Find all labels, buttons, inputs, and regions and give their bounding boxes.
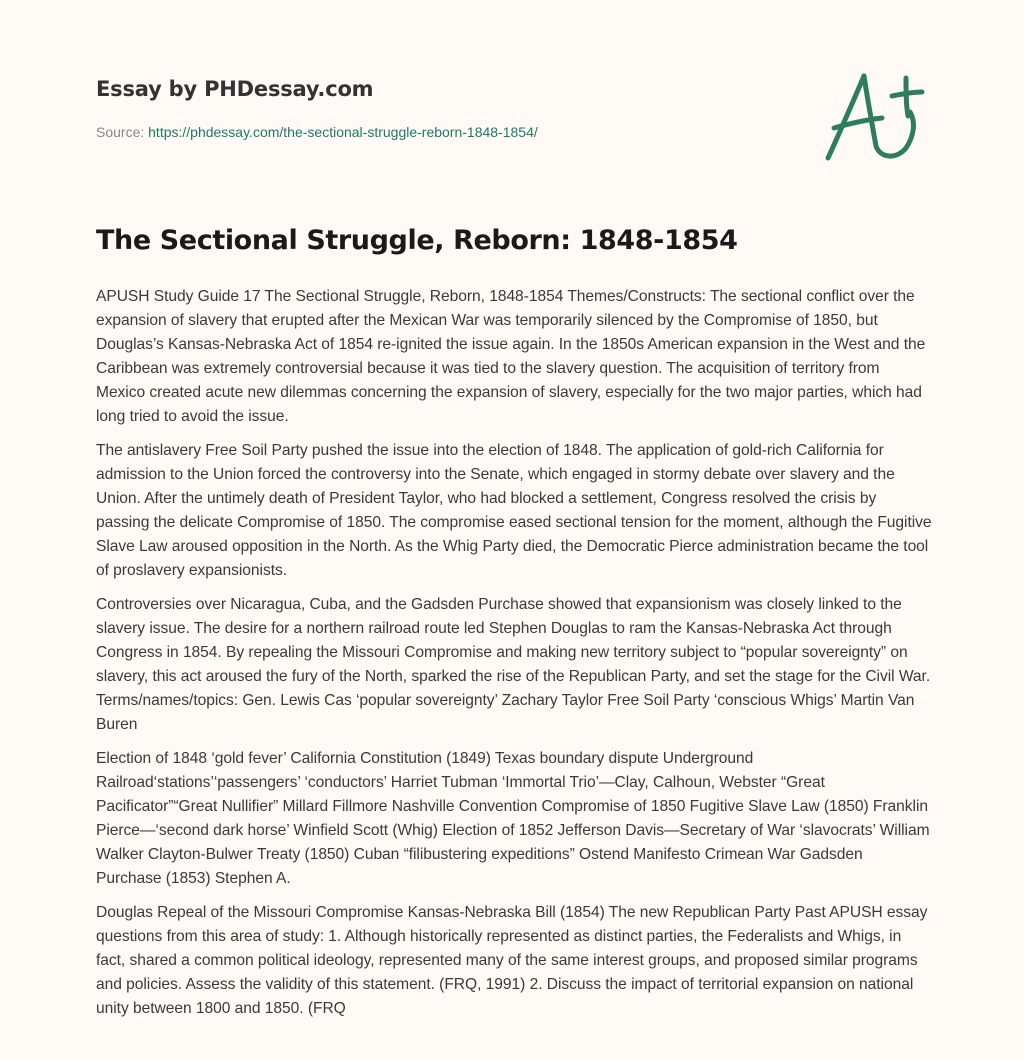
paragraph: Douglas Repeal of the Missouri Compromise Kansas-Nebraska Bill (1854) The new Republican Party Past APUSH essay questions from this area of study: 1. Although historically represented as distinct parties, the Federalists and Whigs, in fact, shared a common political ideology, represented many of the same interest groups, and proposed similar programs and policies. Assess the validity of this statement. (FRQ, 1991) 2. Discuss the impact of territorial expansion on national unity between 1800 and 1850. (FRQ: [96, 904, 928, 1017]
source-label: Source:: [96, 124, 145, 140]
a-plus-grade-icon: [818, 62, 936, 170]
source-line: [96, 124, 538, 140]
document-title: The Sectional Struggle, Reborn: 1848-1854: [96, 225, 738, 256]
paragraph: APUSH Study Guide 17 The Sectional Struggle, Reborn, 1848-1854 Themes/Constructs: The sectional conflict over the expansion of slavery that erupted after the Mexican War was temporarily silenced by the Compromise of 1850, but Douglas’s Kansas-Nebraska Act of 1854 re-ignited the issue again. In the 1850s American expansion in the West and the Caribbean was extremely controversial because it was tied to the slavery question. The acquisition of territory from Mexico created acute new dilemmas concerning the expansion of slavery, especially for the two major parties, which had long tried to avoid the issue.: [96, 288, 926, 425]
paragraph: The antislavery Free Soil Party pushed the issue into the election of 1848. The application of gold-rich California for admission to the Union forced the controversy into the Senate, which engaged in stormy debate over slavery and the Union. After the untimely death of President Taylor, who had blocked a settlement, Congress resolved the crisis by passing the delicate Compromise of 1850. The compromise eased sectional tension for the moment, although the Fugitive Slave Law aroused opposition in the North. As the Whig Party died, the Democratic Pierce administration became the tool of proslavery expansionists.: [96, 442, 932, 579]
document-body: [96, 285, 932, 1031]
paragraph: Controversies over Nicaragua, Cuba, and the Gadsden Purchase showed that expansionism was closely linked to the slavery issue. The desire for a northern railroad route led Stephen Douglas to ram the Kansas-Nebraska Act through Congress in 1854. By repealing the Missouri Compromise and making new territory subject to “popular sovereignty” on slavery, this act aroused the fury of the North, sparked the rise of the Republican Party, and set the stage for the Civil War. Terms/names/topics: Gen. Lewis Cas ‘popular sovereignty’ Zachary Taylor Free Soil Party ‘conscious Whigs’ Martin Van Buren: [96, 596, 931, 733]
site-title: Essay by PHDessay.com: [96, 77, 374, 101]
paragraph: Election of 1848 ‘gold fever’ California Constitution (1849) Texas boundary dispute Underground Railroad‘stations’‘passengers’ ‘conductors’ Harriet Tubman ‘Immortal Trio’—Clay, Calhoun, Webster “Great Pacificator”“Great Nullifier” Millard Fillmore Nashville Convention Compromise of 1850 Fugitive Slave Law (1850) Franklin Pierce—‘second dark horse’ Winfield Scott (Whig) Election of 1852 Jefferson Davis—Secretary of War ‘slavocrats’ William Walker Clayton-Bulwer Treaty (1850) Cuban “filibustering expeditions” Ostend Manifesto Crimean War Gadsden Purchase (1853) Stephen A.: [96, 750, 930, 887]
source-link[interactable]: https://phdessay.com/the-sectional-struggle-reborn-1848-1854/: [148, 124, 538, 140]
